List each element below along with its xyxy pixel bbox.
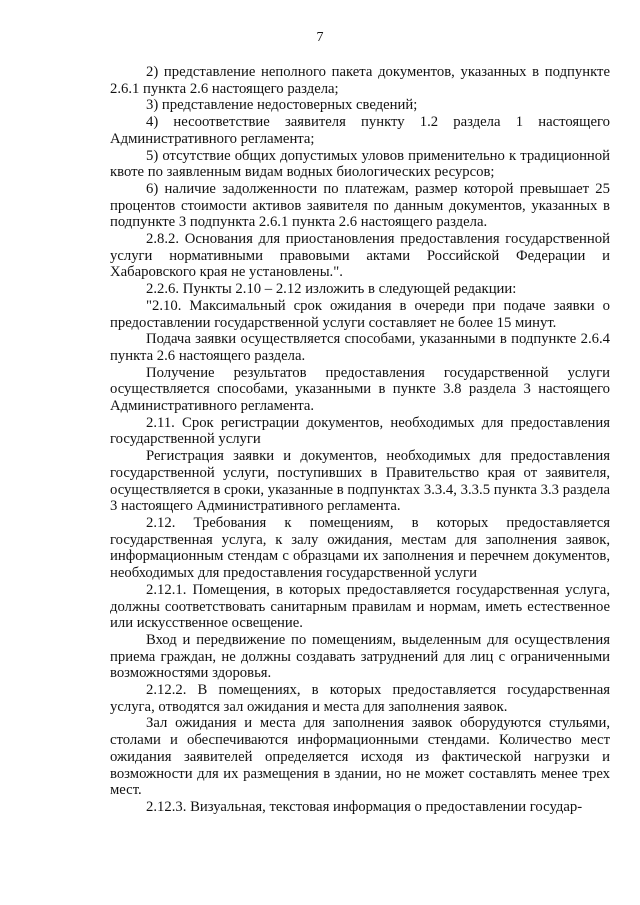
paragraph: 6) наличие задолженности по платежам, размер которой превышает 25 процентов стоимости активов заявителя по данным документов, указанных в подпункте 3 подпункта 2.6.1 пункта 2.6 настоящего раздела. [110,180,610,231]
paragraph: 3) представление недостоверных сведений; [146,97,418,114]
paragraph: "2.10. Максимальный срок ожидания в очереди при подаче заявки о предоставлении государственной услуги составляет не более 15 минут. [110,297,610,331]
paragraph: Вход и передвижение по помещениям, выделенным для осуществления приема граждан, не должны создавать затруднений для лиц с ограниченными возможностями здоровья. [110,631,610,682]
paragraph: 2.12.3. Визуальная, текстовая информация о предоставлении государ- [146,798,583,815]
paragraph: 4) несоответствие заявителя пункту 1.2 раздела 1 настоящего Административного регламента; [110,114,610,147]
paragraph: 2.11. Срок регистрации документов, необходимых для предоставления государственной услуги [110,414,610,448]
paragraph: Получение результатов предоставления государственной услуги осуществляется способами, указанными в пункте 3.8 раздела 3 настоящего Административного регламента. [110,364,610,415]
paragraph: 2.12.1. Помещения, в которых предоставляется государственная услуга, должны соответствовать санитарным правилам и нормам, иметь естественное или искусственное освещение. [110,581,610,632]
paragraph: 2.12.2. В помещениях, в которых предоставляется государственная услуга, отводятся зал ожидания и места для заполнения заявок. [110,682,610,715]
paragraph: 2.8.2. Основания для приостановления предоставления государственной услуги нормативными правовыми актами Российской Федерации и Хабаровского края не установлены.". [110,231,610,281]
paragraph: Зал ожидания и места для заполнения заявок оборудуются стульями, столами и обеспечиваются информационными стендами. Количество мест ожидания заявителей определяется исходя из фактической нагрузки и возможности для их размещения в здании, но не может составлять менее трех мест. [110,715,610,799]
paragraph: 2.12. Требования к помещениям, в которых предоставляется государственная услуга, к залу ожидания, местам для заполнения заявок, информационным стендам с образцами их заполнения и перечнем документов, необходимых для предоставления государственной услуги [110,514,610,582]
page-number: 7 [316,30,324,45]
paragraph: Подача заявки осуществляется способами, указанными в подпункте 2.6.4 пункта 2.6 настоящего раздела. [110,331,610,364]
paragraph: Регистрация заявки и документов, необходимых для предоставления государственной услуги, поступивших в Правительство края от заявителя, осуществляется в сроки, указанные в подпунктах 3.3.4, 3.3.5 пункта 3.3 раздела 3 настоящего Административного регламента. [110,448,610,515]
paragraph: 5) отсутствие общих допустимых уловов применительно к традиционной квоте по заявленным видам водных биологических ресурсов; [110,147,610,181]
document-body [110,64,610,816]
paragraph: 2) представление неполного пакета документов, указанных в подпункте 2.6.1 пункта 2.6 настоящего раздела; [110,64,610,97]
paragraph: 2.2.6. Пункты 2.10 – 2.12 изложить в следующей редакции: [146,281,517,298]
